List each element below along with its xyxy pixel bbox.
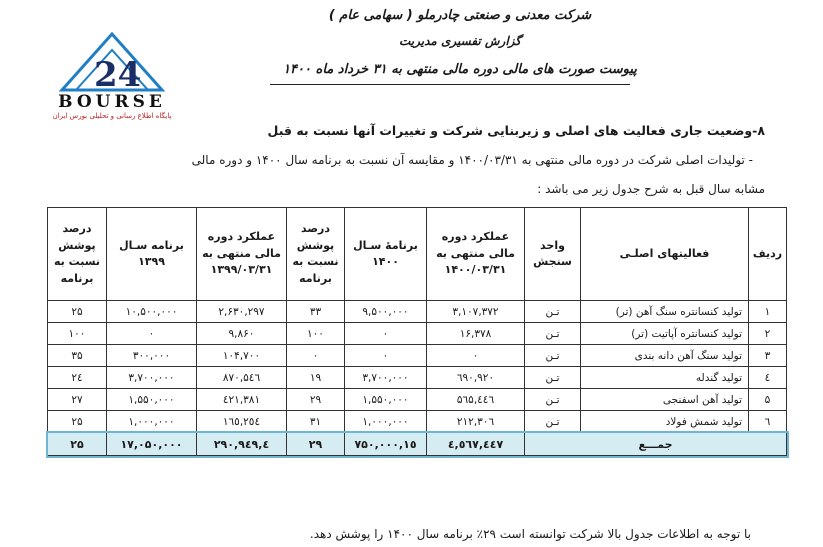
cell: ٤٤٦,۵٦۵	[427, 389, 525, 411]
cell: ۰	[107, 323, 197, 345]
cell: تـن	[525, 367, 581, 389]
cell: ۲۹	[287, 389, 345, 411]
cell: ۰	[345, 345, 427, 367]
cell: ۱,۵۵۰,۰۰۰	[345, 389, 427, 411]
cell: ٦٩۰,۹۲۰	[427, 367, 525, 389]
header-divider	[270, 84, 630, 85]
cell: تـن	[525, 323, 581, 345]
table-row	[48, 411, 787, 433]
logo-tagline: پایگاه اطلاع رسانی و تحلیلی بورس ایران	[52, 112, 172, 120]
total-cell: ۲۵	[48, 433, 107, 456]
total-cell: ٤,۲۹۰,۹٤۹	[197, 433, 287, 456]
total-cell: ۲۹	[287, 433, 345, 456]
cell: ۲	[749, 323, 787, 345]
section-title: ۸-وضعیت جاری فعالیت های اصلی و زیربنایی شرکت و تغییرات آنها نسبت به قبل	[267, 123, 765, 138]
table-row	[48, 345, 787, 367]
cell: ۳۰۰,۰۰۰	[107, 345, 197, 367]
table-header-row	[48, 208, 787, 301]
total-cell: ٤,٥٦٧,٤٤٧	[427, 433, 525, 456]
cell: ۲٤	[48, 367, 107, 389]
logo-mark-icon	[32, 30, 192, 92]
appendix-title: پیوست صورت های مالی دوره مالی منتهی به ۳۱ خرداد ماه ۱۴۰۰	[283, 62, 637, 77]
table-row	[48, 323, 787, 345]
cell: ۲۷	[48, 389, 107, 411]
cell: ٦	[749, 411, 787, 433]
total-cell: ۱۷,۰۵۰,۰۰۰	[107, 433, 197, 456]
cell: تـن	[525, 411, 581, 433]
paragraph-line-1: - تولیدات اصلی شرکت در دوره مالی منتهی به ۱۴۰۰/۰۳/۳۱ و مقایسه آن نسبت به برنامه سال ۱۴۰۰ و دوره مالی	[191, 153, 753, 167]
cell: ۳۰٦,۲۱۲	[427, 411, 525, 433]
cell: ۱,۵۵۰,۰۰۰	[107, 389, 197, 411]
logo-word: BOURSE	[58, 92, 166, 112]
cell: ٤	[749, 367, 787, 389]
cell: ۰	[345, 323, 427, 345]
footer-note: با توجه به اطلاعات جدول بالا شرکت توانسته است ۲۹٪ برنامه سال ۱۴۰۰ را پوشش دهد.	[309, 527, 751, 541]
cell: ۱,۰۰۰,۰۰۰	[107, 411, 197, 433]
col-header-unit: واحد سنجش	[525, 208, 581, 301]
paragraph-line-2: مشابه سال قبل به شرح جدول زیر می باشد :	[537, 182, 765, 196]
col-header-actual-1400: عملکرد دوره مالی منتهی به ۱۴۰۰/۰۳/۳۱	[427, 208, 525, 301]
table-row	[48, 367, 787, 389]
table-total-row	[48, 433, 787, 456]
cell: ۳,۷۰۰,۰۰۰	[107, 367, 197, 389]
cell: ۹,۵۰۰,۰۰۰	[345, 301, 427, 323]
cell: ۱۰۰	[287, 323, 345, 345]
cell: ۲٥٤,۱٦٥	[197, 411, 287, 433]
table-row	[48, 389, 787, 411]
cell: ۳,۷۰۰,۰۰۰	[345, 367, 427, 389]
cell: ۱۶,۳۷۸	[427, 323, 525, 345]
cell: ۱	[749, 301, 787, 323]
col-header-plan-1399: برنامه سـال ۱۳۹۹	[107, 208, 197, 301]
col-header-activity: فعالیتهای اصلـی	[581, 208, 749, 301]
cell: ٤۲۱,۳۸۱	[197, 389, 287, 411]
production-table	[47, 207, 787, 456]
total-label: جمـــع	[525, 433, 787, 456]
col-header-actual-1399: عملکرد دوره مالی منتهی به ۱۳۹۹/۰۳/۳۱	[197, 208, 287, 301]
svg-text:24: 24	[94, 55, 142, 92]
cell: ۹,۸۶۰	[197, 323, 287, 345]
table-row	[48, 301, 787, 323]
cell: ۱۹	[287, 367, 345, 389]
cell: ۳۱	[287, 411, 345, 433]
cell: ۲,۶۳۰,۲۹۷	[197, 301, 287, 323]
report-title: گزارش تفسیری مدیریت	[398, 34, 522, 48]
cell: ۱۰۰	[48, 323, 107, 345]
cell: ۳۳	[287, 301, 345, 323]
cell: ۸۷۰,۵٤٦	[197, 367, 287, 389]
cell: تـن	[525, 345, 581, 367]
cell: ۱۰۴,۷۰۰	[197, 345, 287, 367]
cell: ۳,۱۰۷,۳۷۲	[427, 301, 525, 323]
col-header-coverage-1400: درصد پوشش نسبت به برنامه	[287, 208, 345, 301]
cell: ۱,۰۰۰,۰۰۰	[345, 411, 427, 433]
cell: ۵	[749, 389, 787, 411]
cell: تولید کنسانتره آپاتیت (تر)	[581, 323, 749, 345]
cell: تـن	[525, 301, 581, 323]
cell: ۱۰,۵۰۰,۰۰۰	[107, 301, 197, 323]
cell: ۰	[287, 345, 345, 367]
cell: ۳۵	[48, 345, 107, 367]
cell: تولید گندله	[581, 367, 749, 389]
cell: تـن	[525, 389, 581, 411]
cell: تولید کنسانتره سنگ آهن (تر)	[581, 301, 749, 323]
cell: ۲۵	[48, 411, 107, 433]
col-header-row-number: ردیف	[749, 208, 787, 301]
total-cell: ۱٥,۷۵۰,۰۰۰	[345, 433, 427, 456]
col-header-coverage-1399: درصد پوشش نسبت به برنامه	[48, 208, 107, 301]
company-name: شرکت معدنی و صنعتی چادرملو ( سهامی عام )	[328, 8, 592, 23]
cell: ۳	[749, 345, 787, 367]
cell: تولید آهن اسفنجی	[581, 389, 749, 411]
cell: تولید سنگ آهن دانه بندی	[581, 345, 749, 367]
cell: تولید شمش فولاد	[581, 411, 749, 433]
bourse-logo	[32, 30, 192, 126]
col-header-plan-1400: برنامهٔ سـال ۱۴۰۰	[345, 208, 427, 301]
cell: ۰	[427, 345, 525, 367]
cell: ۲۵	[48, 301, 107, 323]
